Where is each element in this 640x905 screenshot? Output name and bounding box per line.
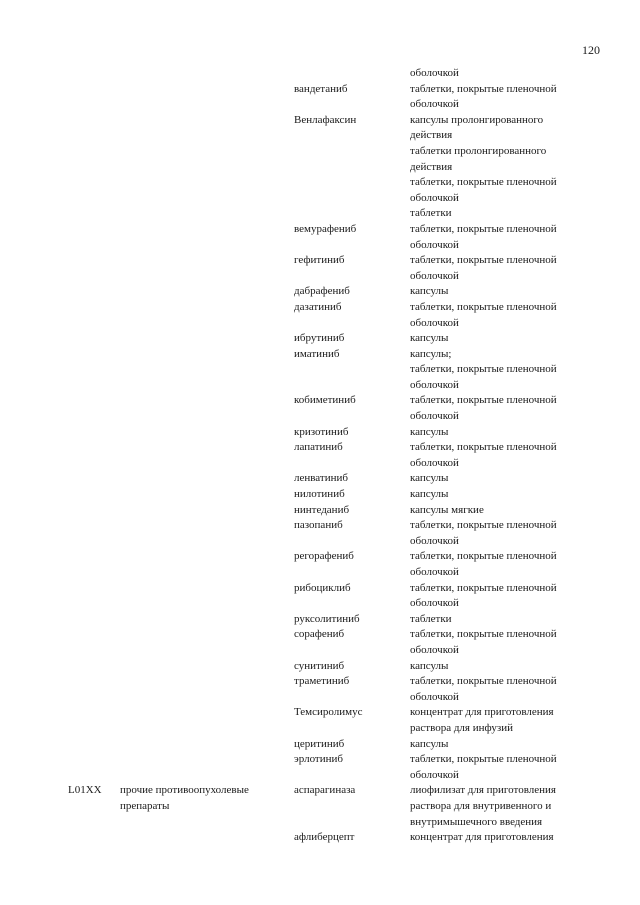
drug-name-cell xyxy=(294,627,410,658)
dosage-forms-line: оболочкой xyxy=(410,534,459,547)
dosage-forms-line: таблетки, покрытые пленочной xyxy=(410,254,557,267)
table-row xyxy=(0,752,640,783)
dosage-forms-line: раствора для инфузий xyxy=(410,721,513,734)
atc-code-cell xyxy=(0,253,120,284)
dosage-forms-cell xyxy=(410,783,578,830)
drug-name-line: руксолитиниб xyxy=(294,612,360,625)
drug-name-line: эрлотиниб xyxy=(294,753,343,766)
dosage-forms-cell xyxy=(410,300,578,331)
dosage-forms-line: действия xyxy=(410,160,453,173)
drug-name-cell xyxy=(294,487,410,503)
table-row xyxy=(0,66,640,82)
drug-name-line: кобиметиниб xyxy=(294,394,356,407)
atc-code-cell xyxy=(0,612,120,628)
table-row xyxy=(0,659,640,675)
drug-name-cell xyxy=(294,612,410,628)
dosage-forms-line: капсулы xyxy=(410,488,449,501)
dosage-forms-line: оболочкой xyxy=(410,378,459,391)
atc-code-cell xyxy=(0,284,120,300)
atc-code-cell xyxy=(0,737,120,753)
dosage-forms-cell xyxy=(410,705,578,736)
anatomical-group-cell xyxy=(120,503,294,519)
table-row xyxy=(0,830,640,846)
drug-name-line: лапатиниб xyxy=(294,441,343,454)
anatomical-group-cell xyxy=(120,659,294,675)
atc-code-cell xyxy=(0,425,120,441)
dosage-forms-cell xyxy=(410,331,578,347)
dosage-forms-cell xyxy=(410,425,578,441)
drug-name-line: кризотиниб xyxy=(294,425,349,438)
table-row xyxy=(0,549,640,580)
dosage-forms-cell xyxy=(410,440,578,471)
drug-name-cell xyxy=(294,674,410,705)
anatomical-group-cell xyxy=(120,284,294,300)
dosage-forms-line: капсулы мягкие xyxy=(410,503,484,516)
drug-name-cell xyxy=(294,347,410,394)
drug-name-line: сунитиниб xyxy=(294,659,345,672)
atc-code-cell xyxy=(0,503,120,519)
anatomical-group-cell xyxy=(120,705,294,736)
drug-name-cell xyxy=(294,440,410,471)
anatomical-group-cell xyxy=(120,331,294,347)
dosage-forms-cell xyxy=(410,82,578,113)
anatomical-group-cell xyxy=(120,581,294,612)
table-row xyxy=(0,331,640,347)
drug-name-line: ленватиниб xyxy=(294,472,348,485)
dosage-forms-cell xyxy=(410,674,578,705)
table-row xyxy=(0,253,640,284)
dosage-forms-cell xyxy=(410,581,578,612)
table-row xyxy=(0,581,640,612)
table-row xyxy=(0,627,640,658)
drug-name-line: нилотиниб xyxy=(294,488,345,501)
atc-code-cell xyxy=(0,300,120,331)
drug-name-cell xyxy=(294,331,410,347)
atc-code-cell xyxy=(0,347,120,394)
drug-name-line: дазатиниб xyxy=(294,300,342,313)
table-row xyxy=(0,471,640,487)
table-row xyxy=(0,783,640,830)
dosage-forms-line: оболочкой xyxy=(410,316,459,329)
dosage-forms-line: капсулы xyxy=(410,332,449,345)
dosage-forms-line: оболочкой xyxy=(410,566,459,578)
drug-name-cell xyxy=(294,752,410,783)
table-row xyxy=(0,393,640,424)
table-row xyxy=(0,284,640,300)
table-row xyxy=(0,487,640,503)
dosage-forms-cell xyxy=(410,66,578,82)
table-row xyxy=(0,82,640,113)
table-row xyxy=(0,440,640,471)
anatomical-group-cell xyxy=(120,783,294,830)
table-row xyxy=(0,347,640,394)
drug-name-line: вандетаниб xyxy=(294,82,348,95)
anatomical-group-cell xyxy=(120,347,294,394)
dosage-forms-line: таблетки, покрытые пленочной xyxy=(410,550,557,563)
table-row xyxy=(0,612,640,628)
drug-name-cell xyxy=(294,284,410,300)
atc-code-cell xyxy=(0,549,120,580)
table-row xyxy=(0,300,640,331)
table-row xyxy=(0,425,640,441)
anatomical-group-cell xyxy=(120,627,294,658)
dosage-forms-line: внутримышечного введения xyxy=(410,815,543,828)
atc-code-cell xyxy=(0,627,120,658)
drug-name-line: сорафениб xyxy=(294,628,345,641)
anatomical-group-cell xyxy=(120,425,294,441)
anatomical-group-cell xyxy=(120,300,294,331)
dosage-forms-line: таблетки пролонгированного xyxy=(410,144,547,157)
drug-name-line: иматиниб xyxy=(294,347,340,360)
drug-name-cell xyxy=(294,82,410,113)
atc-code-cell xyxy=(0,113,120,222)
anatomical-group-cell xyxy=(120,752,294,783)
drug-name-line: рибоциклиб xyxy=(294,581,351,594)
dosage-forms-cell xyxy=(410,113,578,222)
dosage-forms-line: капсулы xyxy=(410,425,449,438)
drug-name-cell xyxy=(294,253,410,284)
drug-name-cell xyxy=(294,705,410,736)
dosage-forms-line: капсулы xyxy=(410,285,449,298)
drug-name-line: Темсиролимус xyxy=(294,706,363,719)
dosage-forms-line: таблетки, покрытые пленочной xyxy=(410,222,557,235)
atc-code-cell xyxy=(0,487,120,503)
drug-name-cell xyxy=(294,659,410,675)
drug-name-cell xyxy=(294,737,410,753)
drug-name-line: дабрафениб xyxy=(294,285,350,298)
anatomical-group-cell xyxy=(120,66,294,82)
drug-name-line: афлиберцепт xyxy=(294,831,355,844)
dosage-forms-line: таблетки, покрытые пленочной xyxy=(410,176,557,189)
atc-code-cell xyxy=(0,393,120,424)
dosage-forms-line: таблетки, покрытые пленочной xyxy=(410,300,557,313)
table-row xyxy=(0,705,640,736)
drug-name-line: гефитиниб xyxy=(294,254,345,267)
dosage-forms-line: таблетки, покрытые пленочной xyxy=(410,628,557,641)
dosage-forms-cell xyxy=(410,253,578,284)
anatomical-group-cell xyxy=(120,440,294,471)
drug-name-cell xyxy=(294,581,410,612)
anatomical-group-cell xyxy=(120,113,294,222)
dosage-forms-cell xyxy=(410,347,578,394)
anatomical-group-cell xyxy=(120,674,294,705)
dosage-forms-line: таблетки, покрытые пленочной xyxy=(410,363,557,376)
dosage-forms-cell xyxy=(410,487,578,503)
atc-code-cell xyxy=(0,705,120,736)
drug-name-cell xyxy=(294,425,410,441)
atc-code-line: L01XX xyxy=(68,784,102,797)
table-row xyxy=(0,674,640,705)
table-row xyxy=(0,222,640,253)
dosage-forms-cell xyxy=(410,752,578,783)
dosage-forms-cell xyxy=(410,284,578,300)
dosage-forms-cell xyxy=(410,737,578,753)
dosage-forms-line: оболочкой xyxy=(410,456,459,469)
dosage-forms-cell xyxy=(410,503,578,519)
drug-list-table xyxy=(0,66,640,846)
drug-name-line: Венлафаксин xyxy=(294,113,357,126)
dosage-forms-line: оболочкой xyxy=(410,768,459,781)
dosage-forms-cell xyxy=(410,518,578,549)
anatomical-group-cell xyxy=(120,737,294,753)
drug-name-cell xyxy=(294,518,410,549)
dosage-forms-line: оболочкой xyxy=(410,238,459,251)
dosage-forms-line: оболочкой xyxy=(410,191,459,204)
dosage-forms-line: таблетки xyxy=(410,207,452,220)
drug-name-cell xyxy=(294,113,410,222)
atc-code-cell xyxy=(0,674,120,705)
drug-name-line: траметиниб xyxy=(294,675,350,688)
atc-code-cell xyxy=(0,331,120,347)
table-row xyxy=(0,113,640,222)
drug-name-cell xyxy=(294,222,410,253)
anatomical-group-cell xyxy=(120,253,294,284)
dosage-forms-cell xyxy=(410,830,578,846)
dosage-forms-cell xyxy=(410,471,578,487)
atc-code-cell xyxy=(0,783,120,830)
anatomical-group-cell xyxy=(120,471,294,487)
atc-code-cell xyxy=(0,222,120,253)
dosage-forms-line: таблетки, покрытые пленочной xyxy=(410,753,557,766)
atc-code-cell xyxy=(0,471,120,487)
dosage-forms-line: оболочкой xyxy=(410,643,459,656)
dosage-forms-line: раствора для внутривенного и xyxy=(410,799,552,812)
atc-code-cell xyxy=(0,830,120,846)
dosage-forms-line: концентрат для приготовления xyxy=(410,831,554,844)
atc-code-cell xyxy=(0,440,120,471)
anatomical-group-cell xyxy=(120,518,294,549)
anatomical-group-cell xyxy=(120,82,294,113)
dosage-forms-cell xyxy=(410,549,578,580)
atc-code-cell xyxy=(0,659,120,675)
dosage-forms-line: оболочкой xyxy=(410,67,459,79)
dosage-forms-line: оболочкой xyxy=(410,410,459,423)
table-row xyxy=(0,737,640,753)
dosage-forms-line: оболочкой xyxy=(410,597,459,610)
dosage-forms-line: таблетки, покрытые пленочной xyxy=(410,519,557,532)
drug-name-cell xyxy=(294,393,410,424)
dosage-forms-line: оболочкой xyxy=(410,269,459,282)
dosage-forms-cell xyxy=(410,627,578,658)
dosage-forms-cell xyxy=(410,393,578,424)
drug-name-cell xyxy=(294,300,410,331)
dosage-forms-line: таблетки xyxy=(410,612,452,625)
drug-name-cell xyxy=(294,783,410,830)
dosage-forms-line: капсулы xyxy=(410,659,449,672)
anatomical-group-cell xyxy=(120,549,294,580)
dosage-forms-cell xyxy=(410,612,578,628)
atc-code-cell xyxy=(0,82,120,113)
dosage-forms-line: таблетки, покрытые пленочной xyxy=(410,394,557,407)
drug-name-line: ибрутиниб xyxy=(294,332,345,345)
dosage-forms-line: таблетки, покрытые пленочной xyxy=(410,82,557,95)
atc-code-cell xyxy=(0,581,120,612)
dosage-forms-line: оболочкой xyxy=(410,98,459,111)
drug-name-line: пазопаниб xyxy=(294,519,343,532)
drug-name-line: аспарагиназа xyxy=(294,784,356,797)
dosage-forms-line: капсулы пролонгированного xyxy=(410,113,544,126)
drug-name-line: вемурафениб xyxy=(294,222,357,235)
dosage-forms-line: концентрат для приготовления xyxy=(410,706,554,719)
atc-code-cell xyxy=(0,66,120,82)
table-row xyxy=(0,503,640,519)
page-number: 120 xyxy=(582,43,600,57)
dosage-forms-line: таблетки, покрытые пленочной xyxy=(410,441,557,454)
dosage-forms-line: капсулы xyxy=(410,737,449,750)
anatomical-group-line: прочие противоопухолевые xyxy=(120,784,249,797)
drug-name-cell xyxy=(294,66,410,82)
dosage-forms-line: оболочкой xyxy=(410,690,459,703)
drug-name-cell xyxy=(294,503,410,519)
drug-name-line: регорафениб xyxy=(294,550,354,563)
dosage-forms-line: капсулы xyxy=(410,472,449,485)
drug-name-line: нинтеданиб xyxy=(294,503,350,516)
drug-name-line: церитиниб xyxy=(294,737,345,750)
drug-name-cell xyxy=(294,471,410,487)
anatomical-group-cell xyxy=(120,393,294,424)
anatomical-group-cell xyxy=(120,487,294,503)
atc-code-cell xyxy=(0,518,120,549)
anatomical-group-cell xyxy=(120,222,294,253)
drug-name-cell xyxy=(294,549,410,580)
dosage-forms-cell xyxy=(410,222,578,253)
dosage-forms-line: таблетки, покрытые пленочной xyxy=(410,675,557,688)
atc-code-cell xyxy=(0,752,120,783)
dosage-forms-line: таблетки, покрытые пленочной xyxy=(410,581,557,594)
drug-name-cell xyxy=(294,830,410,846)
table-row xyxy=(0,518,640,549)
anatomical-group-cell xyxy=(120,612,294,628)
dosage-forms-cell xyxy=(410,659,578,675)
dosage-forms-line: лиофилизат для приготовления xyxy=(410,784,556,797)
anatomical-group-line: препараты xyxy=(120,799,170,812)
anatomical-group-cell xyxy=(120,830,294,846)
dosage-forms-line: капсулы; xyxy=(410,347,452,360)
dosage-forms-line: действия xyxy=(410,129,453,142)
